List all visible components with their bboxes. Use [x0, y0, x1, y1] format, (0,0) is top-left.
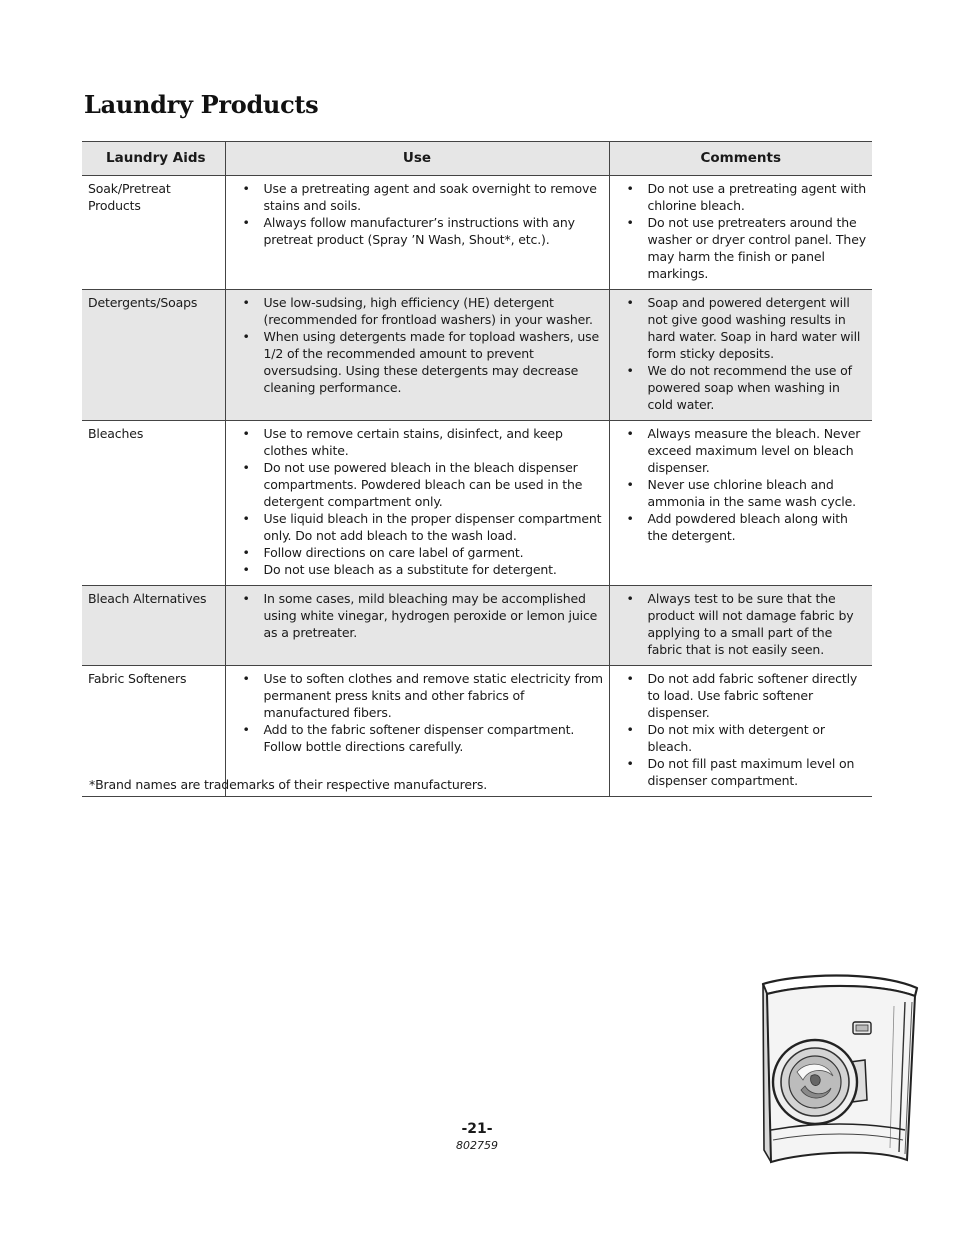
comment-item: • Do not use pretreaters around the washer or dryer control panel. They may harm the finish or panel markings.: [615, 214, 869, 282]
use-cell: [225, 176, 609, 290]
laundry-aid-cell: Bleach Alternatives: [82, 586, 225, 666]
comments-cell: [609, 666, 872, 797]
comment-item: • Do not add fabric softener directly to load. Use fabric softener dispenser.: [615, 670, 869, 721]
comment-item: • Soap and powered detergent will not give good washing results in hard water. Soap in hard water will form sticky deposits.: [615, 294, 869, 362]
use-item: • Use to soften clothes and remove static electricity from permanent press knits and other fabrics of manufactured fibers.: [231, 670, 605, 721]
laundry-aid-cell: Detergents/Soaps: [82, 290, 225, 421]
comment-item: • Always test to be sure that the product will not damage fabric by applying to a small part of the fabric that is not easily seen.: [615, 590, 869, 658]
use-item: • Do not use powered bleach in the bleach dispenser compartments. Powdered bleach can be used in the detergent compartment only.: [231, 459, 605, 510]
document-number: 802759: [456, 1139, 498, 1152]
use-cell: [225, 421, 609, 586]
comments-cell: [609, 586, 872, 666]
comment-item: • Never use chlorine bleach and ammonia in the same wash cycle.: [615, 476, 869, 510]
comments-cell: [609, 176, 872, 290]
use-item: • Use liquid bleach in the proper dispenser compartment only. Do not add bleach to the wash load.: [231, 510, 605, 544]
use-item: • Use to remove certain stains, disinfect, and keep clothes white.: [231, 425, 605, 459]
comment-item: • Always measure the bleach. Never exceed maximum level on bleach dispenser.: [615, 425, 869, 476]
header-use: Use: [225, 142, 609, 176]
use-cell: [225, 290, 609, 421]
use-item: • Do not use bleach as a substitute for detergent.: [231, 561, 605, 578]
comment-item: • Do not mix with detergent or bleach.: [615, 721, 869, 755]
use-item: • When using detergents made for topload washers, use 1/2 of the recommended amount to prevent oversudsing. Using these detergents may decrease cleaning performance.: [231, 328, 605, 396]
header-laundry-aids: Laundry Aids: [82, 142, 225, 176]
comment-item: • Do not fill past maximum level on dispenser compartment.: [615, 755, 869, 789]
table-row: [82, 421, 872, 586]
page-title: Laundry Products: [84, 90, 319, 119]
comment-item: • Add powdered bleach along with the detergent.: [615, 510, 869, 544]
front-load-washer-illustration: [755, 972, 925, 1172]
use-item: • Use a pretreating agent and soak overnight to remove stains and soils.: [231, 180, 605, 214]
comment-item: • We do not recommend the use of powered soap when washing in cold water.: [615, 362, 869, 413]
table-row: [82, 290, 872, 421]
use-item: • Use low-sudsing, high efficiency (HE) detergent (recommended for frontload washers) in your washer.: [231, 294, 605, 328]
laundry-aid-cell: Soak/Pretreat Products: [82, 176, 225, 290]
use-cell: [225, 586, 609, 666]
use-item: • Follow directions on care label of garment.: [231, 544, 605, 561]
use-item: • Always follow manufacturer’s instructions with any pretreat product (Spray ’N Wash, Shout*, etc.).: [231, 214, 605, 248]
laundry-aid-cell: Bleaches: [82, 421, 225, 586]
table-header-row: [82, 142, 872, 176]
use-item: • In some cases, mild bleaching may be accomplished using white vinegar, hydrogen peroxide or lemon juice as a pretreater.: [231, 590, 605, 641]
table-row: [82, 586, 872, 666]
table-row: [82, 176, 872, 290]
header-comments: Comments: [609, 142, 872, 176]
laundry-aid-cell: Fabric Softeners: [82, 666, 225, 797]
comment-item: • Do not use a pretreating agent with chlorine bleach.: [615, 180, 869, 214]
comments-cell: [609, 290, 872, 421]
use-item: • Add to the fabric softener dispenser compartment. Follow bottle directions carefully.: [231, 721, 605, 755]
trademark-footnote: *Brand names are trademarks of their respective manufacturers.: [89, 777, 488, 792]
laundry-products-table: [82, 141, 872, 797]
page-number: -21-: [461, 1121, 493, 1137]
comments-cell: [609, 421, 872, 586]
